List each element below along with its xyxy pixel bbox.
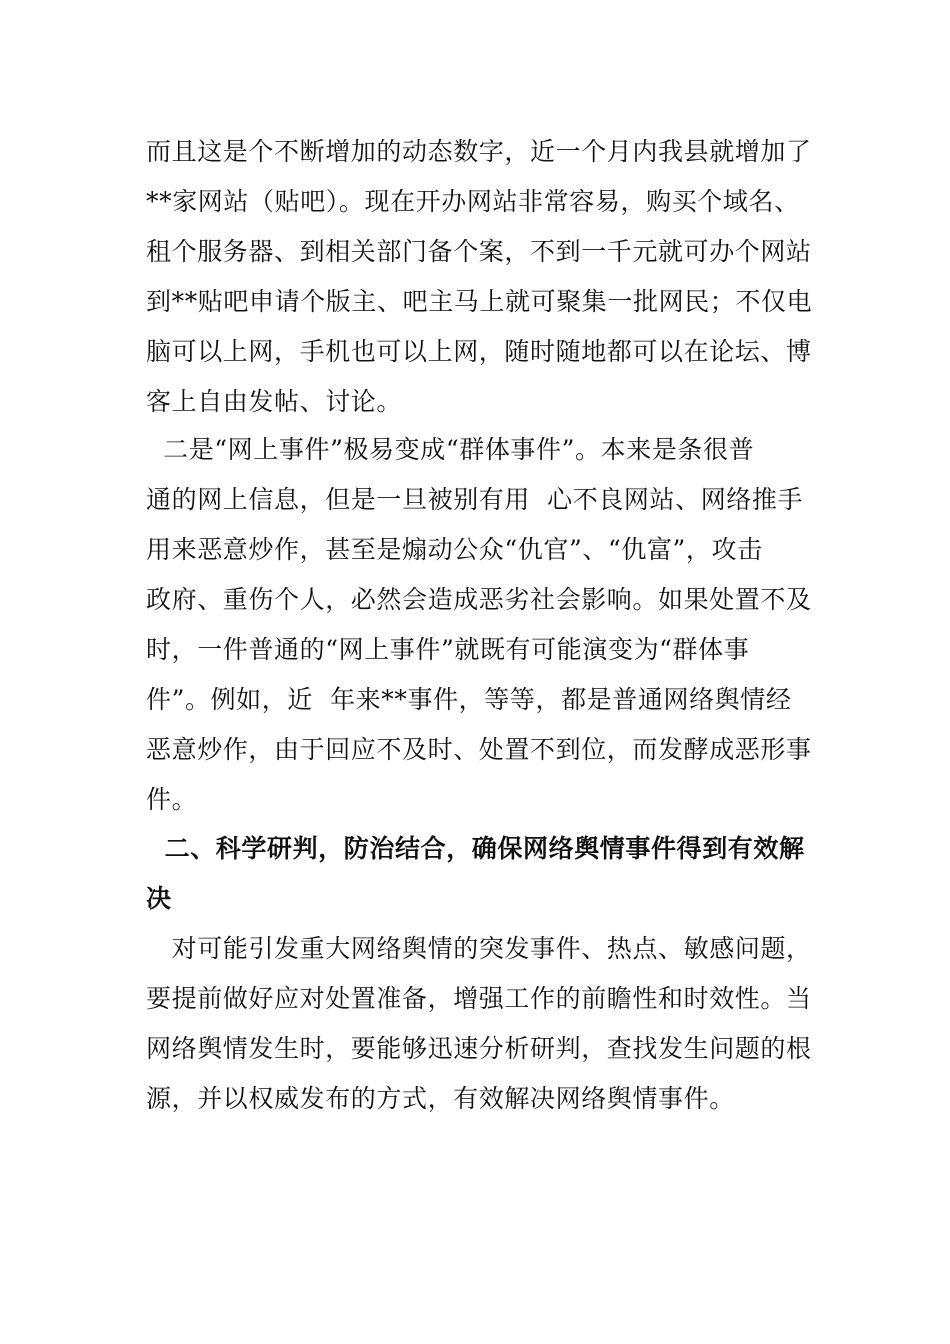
paragraph-line: 政府、重伤个人，必然会造成恶劣社会影响。如果处置不及 [146, 585, 812, 614]
paragraph-line: 网络舆情发生时，要能够迅速分析研判，查找发生问题的根 [146, 1034, 812, 1063]
paragraph-line: 对可能引发重大网络舆情的突发事件、热点、敏感问题， [146, 934, 812, 963]
paragraph-line: 恶意炒作，由于回应不及时、处置不到位，而发酵成恶形事 [146, 735, 812, 764]
paragraph-line: 脑可以上网，手机也可以上网，随时随地都可以在论坛、博 [146, 337, 812, 366]
paragraph-line: 租个服务器、到相关部门备个案，不到一千元就可办个网站 [146, 237, 812, 266]
section-heading-line: 决 [146, 884, 172, 913]
paragraph-line: **家网站（贴吧）。现在开办网站非常容易，购买个域名、 [146, 187, 800, 216]
paragraph-line: 通的网上信息，但是一旦被别有用 心不良网站、网络推手 [146, 485, 804, 514]
section-heading-line: 二、科学研判，防治结合，确保网络舆情事件得到有效解 [146, 834, 805, 863]
paragraph-line: 源，并以权威发布的方式，有效解决网络舆情事件。 [146, 1084, 735, 1113]
paragraph-line: 二是“网上事件”极易变成“群体事件”。本来是条很普 [146, 435, 755, 464]
paragraph-line: 到**贴吧申请个版主、吧主马上就可聚集一批网民；不仅电 [146, 287, 813, 316]
paragraph-line: 客上自由发帖、讨论。 [146, 387, 403, 416]
paragraph-line: 用来恶意炒作，甚至是煽动公众“仇官”、“仇富”，攻击 [146, 535, 763, 564]
paragraph-line: 时，一件普通的“网上事件”就既有可能演变为“群体事 [146, 635, 750, 664]
paragraph-line: 要提前做好应对处置准备，增强工作的前瞻性和时效性。当 [146, 984, 812, 1013]
paragraph-line: 件”。例如，近 年来**事件，等等，都是普通网络舆情经 [146, 685, 792, 714]
paragraph-line: 而且这是个不断增加的动态数字，近一个月内我县就增加了 [146, 137, 812, 166]
paragraph-line: 件。 [146, 785, 198, 814]
